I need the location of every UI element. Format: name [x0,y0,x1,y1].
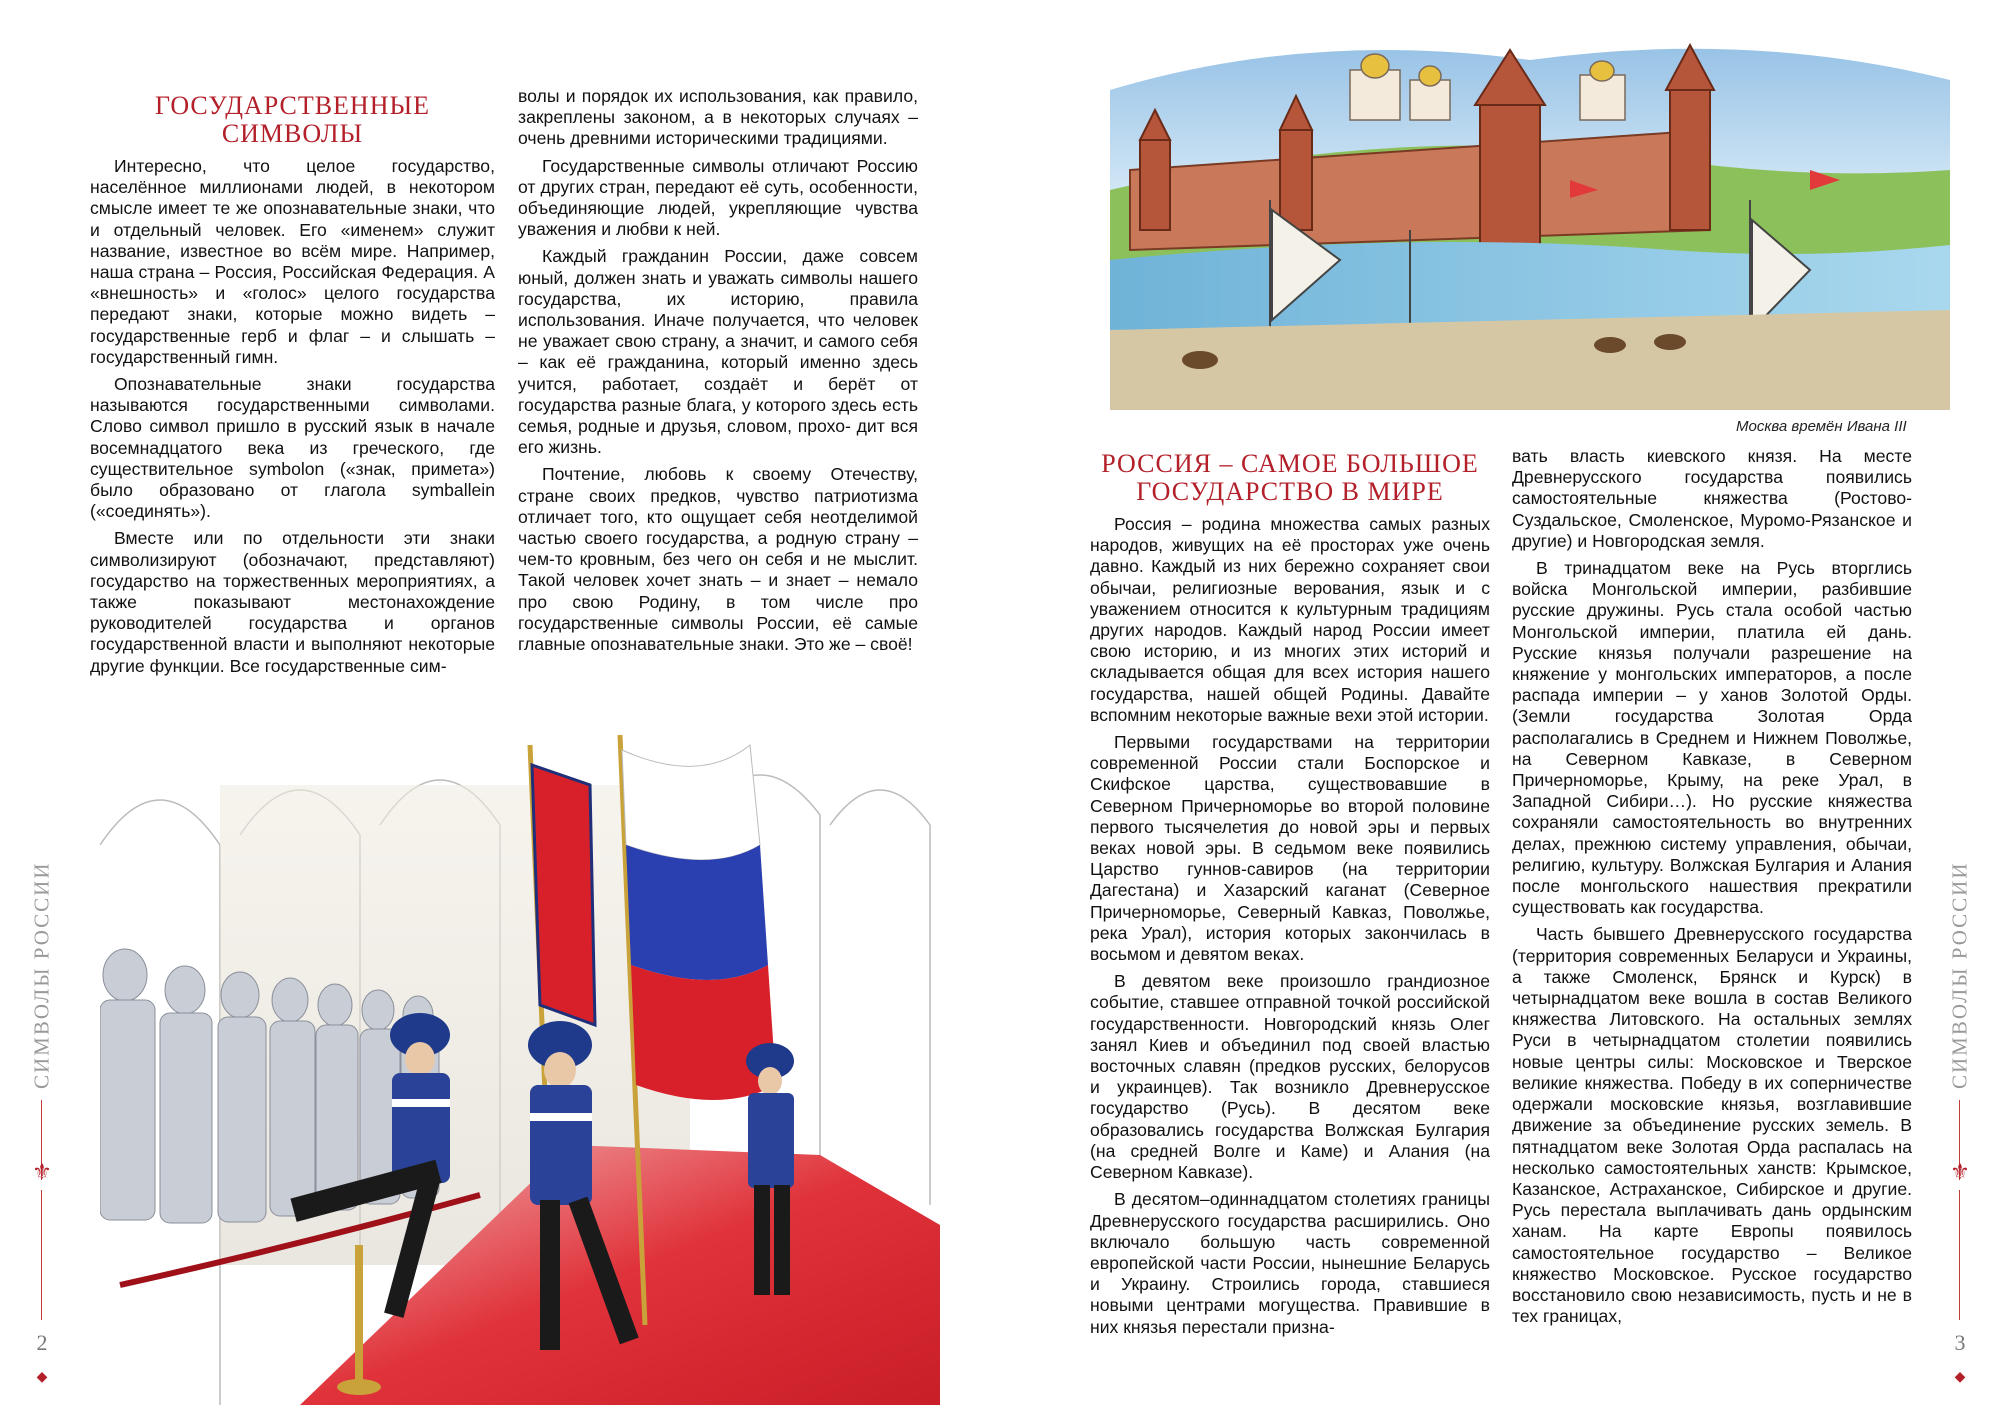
right-page [1000,0,2000,1415]
paragraph: В десятом–одиннадцатом столетиях границы Древнерусского государства расширились. Оно включало большую часть современной европейской части России, нынешние Беларусь и Украину. Строились города, ставшиеся новыми центрами могущества. Правившие в них князья перестали призна- [1090,1189,1490,1337]
paragraph: В тринадцатом веке на Русь вторглись войска Монгольской империи, разбившие русские дружины. Русь стала особой частью Монгольской империи, платила ей дань. Русские князья получали разрешение на княжение у монгольских императоров, а после распада империи – у ханов Золотой Орды. (Земли государства Золотая Орда располагались в Среднем и Нижнем Поволжье, на Северном Кавказе, в Северном Причерноморье, Крыму, на реке Урал, в Западной Сибири…). Но русские княжества сохраняли самостоятельность во внутренних делах, прежнюю систему управления, обычаи, религию, культуру. Волжская Булгария и Алания после монгольского нашествия прекратили существовать как государства. [1512,558,1912,918]
diamond-icon: ◆ [1954,1368,1966,1384]
side-rule [1959,1190,1960,1320]
right-column-1 [1090,450,1490,1344]
left-heading: ГОСУДАРСТВЕННЫЕ СИМВОЛЫ [154,91,431,148]
fleur-icon: ⚜ [1950,1159,1970,1184]
right-column-2 [1512,446,1912,1333]
paragraph: Россия – родина множества самых разных народов, живущих на её просторах уже очень давно. Каждый из них бережно сохраняет свои обычаи, религиозные верования, язык и с уважением относится к культурным традициям других народов. Каждый народ России имеет свою историю, и из многих этих историй и складывается общая для всех история нашего государства, нашей общей Родины. Давайте вспомним некоторые важные вехи этой истории. [1090,514,1490,725]
side-rule [41,1190,42,1320]
paragraph: Вместе или по отдельности эти знаки символизируют (обозначают, представляют) государство на торжественных мероприятиях, а также показывают местонахождение руководителей государства и органов государственной власти и выполняют некоторые другие функции. Все государственные сим- [90,528,495,676]
right-page-number: 3 [1954,1330,1966,1355]
paragraph: Каждый гражданин России, даже совсем юный, должен знать и уважать символы нашего государства, их историю, правила использования. Иначе получается, что человек не уважает свою страну, а значит, и самого себя – как её гражданина, который именно здесь учится, работает, создаёт и берёт от государства разные блага, у которого здесь есть семья, родные и друзья, словом, прохо- дит вся его жизнь. [518,246,918,458]
fleur-icon: ⚜ [32,1159,52,1184]
left-page-number: 2 [36,1330,48,1355]
paragraph: Часть бывшего Древнерусского государства (территория современных Беларуси и Украины, а также Смоленск, Брянск и Курск) в четырнадцатом веке вошла в состав Великого княжества Литовского. На остальных землях Руси в четырнадцатом столетии появились новые центры силы: Московское и Тверское великие княжества. Победу в их соперничестве одержали московские князья, возглавившие движение за объединение русских земель. В пятнадцатом веке Золотая Орда распалась на несколько самостоятельных ханств: Крымское, Казанское, Астраханское, Сибирское и другие. Русь перестала выплачивать дань ордынским ханам. На карте Европы появилось самостоятельное государство – Великое княжество Московское. Русское государство восстановило свою независимость, пусть и не в тех границах, [1512,924,1912,1327]
paragraph: Первыми государствами на территории современной России стали Боспорское и Скифское царства, существовавшие в Северном Причерноморье во второй половине первого тысячелетия до новой эры и первых веках новой эры. В седьмом веке появились Царство гуннов-савиров (на территории Дагестана) и Хазарский каганат (Северное Причерноморье, Северный Кавказ, Поволжье, река Урал), история которых закончилась в восьмом и девятом веках. [1090,732,1490,965]
illustration-caption: Москва времён Ивана III [1736,418,1907,435]
left-side-label: СИМВОЛЫ РОССИИ [29,861,54,1089]
right-heading: РОССИЯ – САМОЕ БОЛЬШОЕ ГОСУДАРСТВО В МИРЕ [1101,449,1479,506]
diamond-icon: ◆ [36,1368,48,1384]
paragraph: вать власть киевского князя. На месте Древнерусского государства появились самостоятельные княжества (Ростово-Суздальское, Смоленское, Муромо-Рязанское и другие) и Новгородская земля. [1512,446,1912,551]
right-side-label: СИМВОЛЫ РОССИИ [1947,861,1972,1089]
right-side-rail [1940,860,1980,1400]
paragraph: Интересно, что целое государство, населённое миллионами людей, в некотором смысле имеет те же опознавательные знаки, что и отдельный человек. Его «именем» служит название, известное во всём мире. Например, наша страна – Россия, Российская Федерация. А «внешность» и «голос» целого государства передают знаки, которые можно видеть – государственные герб и флаг – и слышать – государственный гимн. [90,156,495,367]
left-side-rail [22,860,62,1400]
moscow-illustration [1110,30,1950,410]
honor-guard-drawing [100,725,940,1405]
paragraph: волы и порядок их использования, как правило, закреплены законом, а в некоторых случаях – очень древними историческими традициями. [518,86,918,149]
moscow-drawing [1110,30,1950,410]
paragraph: В девятом веке произошло грандиозное событие, ставшее отправной точкой российской государственности. Новгородский князь Олег занял Киев и объединил под своей властью восточных славян (предков русских, белорусов и украинцев). Так возникло Древнерусское государство (Русь). В десятом веке образовались государства Волжская Булгария (на средней Волге и Каме) и Алания (на Северном Кавказе). [1090,971,1490,1183]
honor-guard-illustration [100,725,940,1405]
left-column-2 [518,86,918,661]
paragraph: Почтение, любовь к своему Отечеству, стране своих предков, чувство патриотизма отличает того, кто ощущает себя неотделимой частью своего государства, а родную страну – чем-то кровным, без чего он себя и не мыслит. Такой человек хочет знать – и знает – немало про свою Родину, в том числе про государственные символы России, её самые главные опознавательные знаки. Это же – своё! [518,464,918,655]
paragraph: Опознавательные знаки государства называются государственными символами. Слово символ пришло в русский язык в начале восемнадцатого века из греческого, где существительное symbolon («знак, примета») было образовано от глагола symballein («соединять»). [90,374,495,522]
paragraph: Государственные символы отличают Россию от других стран, передают её суть, особенности, объединяющие людей, укрепляющие чувства уважения и любви к ней. [518,155,918,240]
left-column-1 [90,92,495,683]
